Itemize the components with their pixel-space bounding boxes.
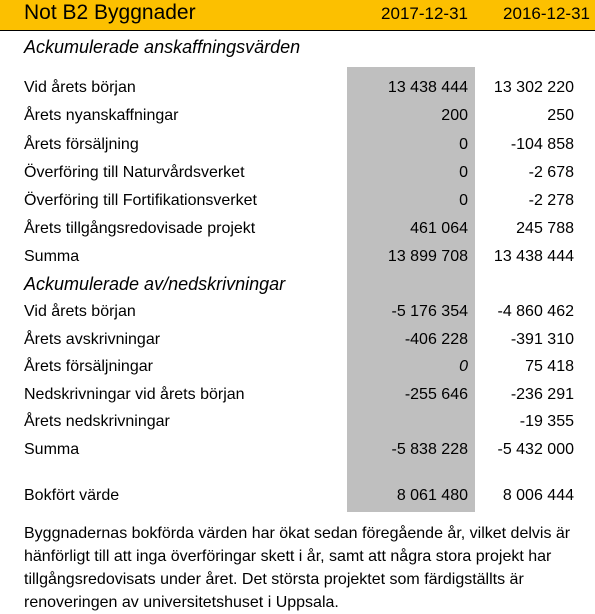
value-2016: -2 278 [528,192,574,209]
value-2016: 8 006 444 [502,487,574,504]
table-row [0,386,595,413]
row-label: Summa [24,441,80,458]
value-2017: -5 176 354 [391,303,468,320]
value-2016: 75 418 [525,358,574,375]
column-header-2017: 2017-12-31 [381,4,468,23]
value-2016: 250 [547,107,574,124]
table-row [0,303,595,330]
value-2016: -5 432 000 [497,441,574,458]
value-2016: -236 291 [510,386,574,403]
section-header-nedskrivningar: Ackumulerade av/nedskrivningar [24,274,286,294]
header-divider [0,30,595,31]
table-row [0,192,595,219]
row-label: Överföring till Fortifikationsverket [24,192,257,209]
value-2017: 13 438 444 [387,79,468,96]
value-2016: 13 438 444 [493,248,574,265]
value-2017: 200 [441,107,468,124]
value-2016: -391 310 [510,331,574,348]
row-label: Årets försäljning [24,136,139,153]
value-2017: -5 838 228 [391,441,468,458]
row-label: Årets avskrivningar [24,331,161,348]
row-label: Överföring till Naturvårdsverket [24,164,245,181]
value-2017: 13 899 708 [387,248,468,265]
table-row [0,136,595,163]
value-2017: 8 061 480 [396,487,468,504]
note-title: Not B2 Byggnader [24,1,196,24]
row-label: Nedskrivningar vid årets början [24,386,245,403]
value-2017: 0 [459,358,468,375]
value-2017: 0 [459,136,468,153]
value-2017: -406 228 [404,331,468,348]
section-header-anskaffningsvarden: Ackumulerade anskaffningsvärden [24,37,301,57]
value-2016: 245 788 [516,220,574,237]
table-row [0,358,595,385]
table-row [0,79,595,106]
bokfort-varde-row [0,487,595,514]
value-2016: 13 302 220 [493,79,574,96]
table-row [0,107,595,134]
row-label: Årets tillgångsredovisade projekt [24,220,256,237]
table-row [0,413,595,440]
row-label: Vid årets början [24,79,136,96]
value-2016: -104 858 [510,136,574,153]
row-label: Årets nedskrivningar [24,413,170,430]
row-label: Vid årets början [24,303,136,320]
explanatory-paragraph: Byggnadernas bokförda värden har ökat sedan föregående år, vilket delvis är hänförligt till att inga överföringar skett i år, samt att några stora projekt har tillgångsredovisats under året. Det största projektet som färdigställts är renoveringen av universitetshuset i Uppsala. [24,525,571,611]
value-2017: -255 646 [404,386,468,403]
row-label: Summa [24,248,80,265]
row-label: Årets försäljningar [24,358,153,375]
row-label: Årets nyanskaffningar [24,107,179,124]
note-header-bar [0,0,595,30]
column-header-2016: 2016-12-31 [503,4,590,23]
table-row [0,331,595,358]
value-2017: 0 [459,192,468,209]
summa-row [0,248,595,275]
summa-row [0,441,595,468]
value-2016: -2 678 [528,164,574,181]
value-2016: -4 860 462 [497,303,574,320]
value-2017: 0 [459,164,468,181]
table-row [0,220,595,247]
row-label: Bokfört värde [24,487,120,504]
value-2016: -19 355 [519,413,574,430]
value-2017: 461 064 [410,220,468,237]
table-row [0,164,595,191]
